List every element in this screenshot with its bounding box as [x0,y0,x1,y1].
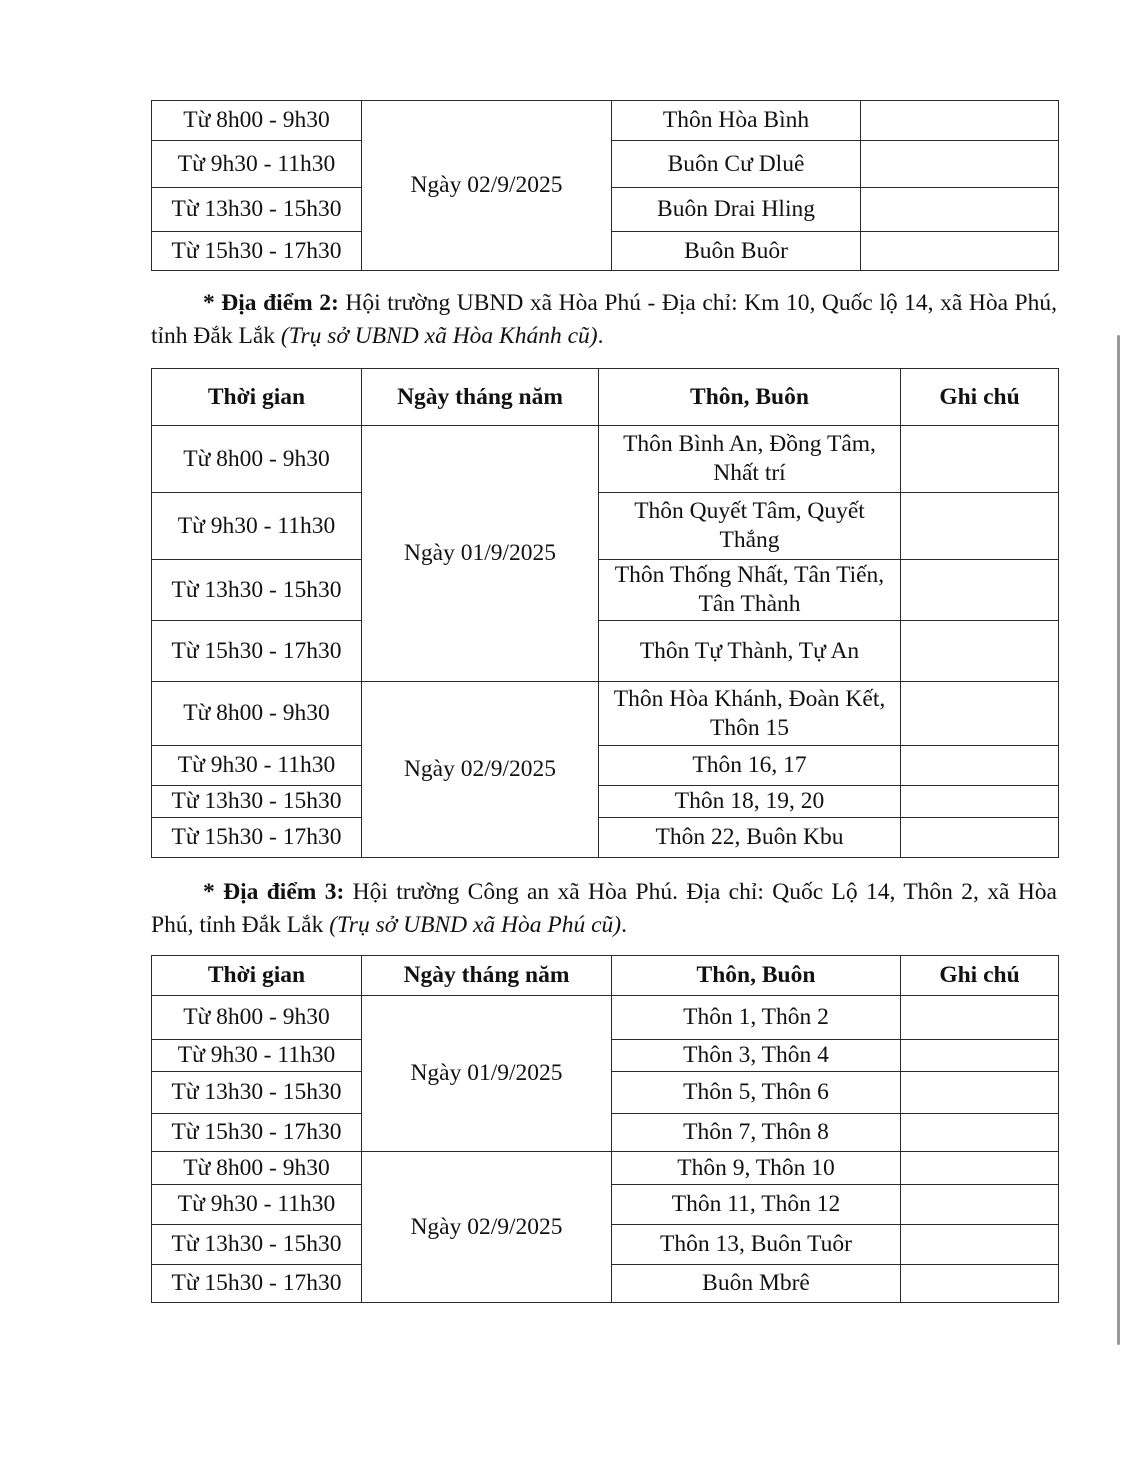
note-cell [901,621,1059,682]
time-cell: Từ 8h00 - 9h30 [152,101,362,141]
time-cell: Từ 8h00 - 9h30 [152,996,362,1040]
location-2-text: Hội trường UBND xã Hòa Phú - Địa chỉ: Km 10, Quốc lộ 14, xã Hòa Phú, tỉnh Đắk Lắk [151,290,1057,349]
village-cell: Thôn 18, 19, 20 [599,786,901,818]
village-cell: Thôn 16, 17 [599,746,901,786]
header-note: Ghi chú [901,956,1059,996]
village-cell: Thôn 7, Thôn 8 [612,1114,901,1152]
note-cell [901,818,1059,858]
note-cell [901,493,1059,560]
village-cell: Thôn 9, Thôn 10 [612,1152,901,1185]
village-cell: Buôn Mbrê [612,1265,901,1303]
time-cell: Từ 13h30 - 15h30 [152,1072,362,1114]
table-row [152,746,1059,786]
header-time: Thời gian [152,369,362,426]
village-cell: Thôn Tự Thành, Tự An [599,621,901,682]
note-cell [901,1225,1059,1265]
location-3-paragraph: * Địa điểm 3: Hội trường Công an xã Hòa Phú. Địa chỉ: Quốc Lộ 14, Thôn 2, xã Hòa Phú, tỉnh Đắk Lắk (Trụ sở UBND xã Hòa Phú cũ). [151,879,1057,938]
village-cell: Thôn 3, Thôn 4 [612,1040,901,1072]
time-cell: Từ 13h30 - 15h30 [152,560,362,621]
location-3-label: * Địa điểm 3: [203,879,345,905]
time-cell: Từ 15h30 - 17h30 [152,621,362,682]
time-cell: Từ 9h30 - 11h30 [152,746,362,786]
village-cell: Thôn 1, Thôn 2 [612,996,901,1040]
date-cell: Ngày 02/9/2025 [362,682,599,858]
time-cell: Từ 15h30 - 17h30 [152,232,362,271]
header-date: Ngày tháng năm [362,369,599,426]
village-cell: Thôn Hòa Bình [612,101,861,141]
time-cell: Từ 13h30 - 15h30 [152,188,362,232]
location-2-label: * Địa điểm 2: [203,290,339,316]
table-row [152,560,1059,621]
note-cell [861,141,1059,188]
village-cell: Thôn 11, Thôn 12 [612,1185,901,1225]
note-cell [861,188,1059,232]
location-2-paragraph: * Địa điểm 2: Hội trường UBND xã Hòa Phú - Địa chỉ: Km 10, Quốc lộ 14, xã Hòa Phú, tỉnh Đắk Lắk (Trụ sở UBND xã Hòa Khánh cũ). [151,290,1057,349]
village-cell: Thôn 13, Buôn Tuôr [612,1225,901,1265]
note-cell [901,786,1059,818]
village-cell: Thôn 22, Buôn Kbu [599,818,901,858]
time-cell: Từ 8h00 - 9h30 [152,426,362,493]
schedule-table-1 [151,100,1059,271]
village-cell: Thôn Hòa Khánh, Đoàn Kết, Thôn 15 [599,682,901,746]
note-cell [901,1040,1059,1072]
note-cell [901,996,1059,1040]
time-cell: Từ 8h00 - 9h30 [152,1152,362,1185]
table-row [152,493,1059,560]
table-row [152,426,1059,493]
time-cell: Từ 8h00 - 9h30 [152,682,362,746]
table-row [152,786,1059,818]
header-date: Ngày tháng năm [362,956,612,996]
header-time: Thời gian [152,956,362,996]
table-row [152,996,1059,1040]
note-cell [861,232,1059,271]
table-header-row [152,369,1059,426]
note-cell [901,746,1059,786]
location-3-note: (Trụ sở UBND xã Hòa Phú cũ) [329,912,622,938]
schedule-table-3 [151,955,1059,1303]
note-cell [901,1114,1059,1152]
village-cell: Thôn 5, Thôn 6 [612,1072,901,1114]
note-cell [861,101,1059,141]
scrollbar[interactable] [1117,335,1120,1345]
village-cell: Buôn Drai Hling [612,188,861,232]
time-cell: Từ 9h30 - 11h30 [152,493,362,560]
note-cell [901,1265,1059,1303]
date-cell: Ngày 01/9/2025 [362,996,612,1152]
header-village: Thôn, Buôn [599,369,901,426]
village-cell: Buôn Cư Dluê [612,141,861,188]
note-cell [901,426,1059,493]
note-cell [901,682,1059,746]
date-cell: Ngày 02/9/2025 [362,1152,612,1303]
time-cell: Từ 13h30 - 15h30 [152,786,362,818]
time-cell: Từ 15h30 - 17h30 [152,1114,362,1152]
table-row [152,1152,1059,1185]
village-cell: Thôn Bình An, Đồng Tâm, Nhất trí [599,426,901,493]
table-header-row [152,956,1059,996]
table-row [152,621,1059,682]
village-cell: Buôn Buôr [612,232,861,271]
note-cell [901,560,1059,621]
time-cell: Từ 15h30 - 17h30 [152,1265,362,1303]
table-row [152,101,1059,141]
date-cell: Ngày 02/9/2025 [362,101,612,271]
date-cell: Ngày 01/9/2025 [362,426,599,682]
table-row [152,818,1059,858]
note-cell [901,1072,1059,1114]
location-3-text: Hội trường Công an xã Hòa Phú. Địa chỉ: Quốc Lộ 14, Thôn 2, xã Hòa Phú, tỉnh Đắk Lắk [151,879,1057,938]
schedule-table-2 [151,368,1059,858]
time-cell: Từ 9h30 - 11h30 [152,141,362,188]
header-village: Thôn, Buôn [612,956,901,996]
note-cell [901,1185,1059,1225]
time-cell: Từ 9h30 - 11h30 [152,1185,362,1225]
time-cell: Từ 9h30 - 11h30 [152,1040,362,1072]
time-cell: Từ 13h30 - 15h30 [152,1225,362,1265]
header-note: Ghi chú [901,369,1059,426]
village-cell: Thôn Quyết Tâm, Quyết Thắng [599,493,901,560]
note-cell [901,1152,1059,1185]
time-cell: Từ 15h30 - 17h30 [152,818,362,858]
location-2-note: (Trụ sở UBND xã Hòa Khánh cũ) [280,323,598,349]
table-row [152,682,1059,746]
village-cell: Thôn Thống Nhất, Tân Tiến, Tân Thành [599,560,901,621]
